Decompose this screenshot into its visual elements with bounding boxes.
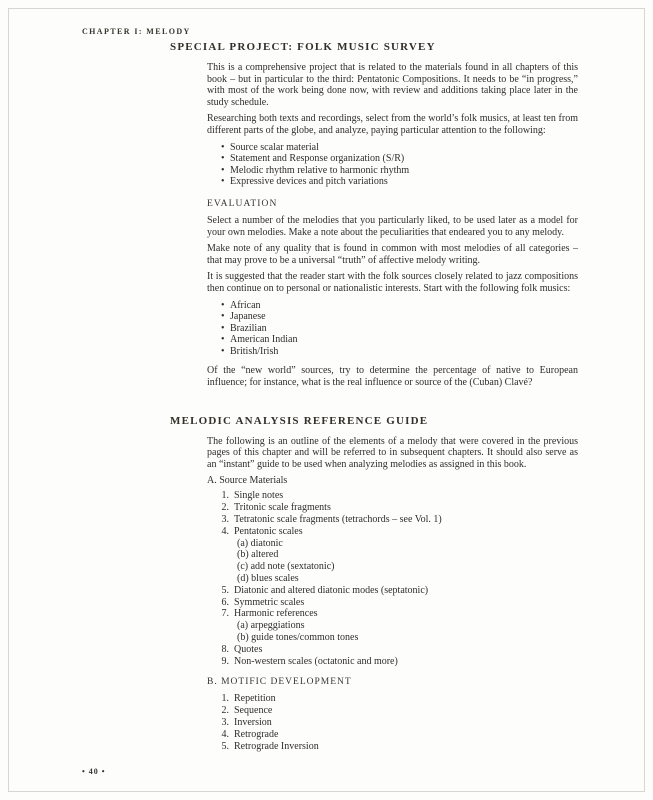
item-text-line: Pentatonic scales [234, 525, 303, 537]
sub-item: (a) arpeggiations [237, 620, 305, 632]
sub-item: (c) add note (sextatonic) [237, 561, 335, 573]
item-number: 3. [221, 514, 229, 526]
item-text: Single notes [234, 490, 284, 502]
section-body [207, 62, 578, 389]
source-materials-heading: A. Source Materials [207, 475, 288, 487]
item-text: Tritonic scale fragments [234, 502, 331, 514]
melodic-analysis-section [170, 415, 578, 753]
item-text: Inversion [234, 716, 272, 728]
item-number: 3. [221, 716, 229, 728]
special-project-section [170, 41, 578, 389]
item-number: 7. [221, 608, 229, 620]
page-number: • 40 • [82, 767, 106, 776]
item-number: 2. [221, 705, 229, 717]
sub-item: (d) blues scales [237, 573, 299, 585]
sub-item: (a) diatonic [237, 537, 283, 549]
numbered-item [217, 729, 578, 741]
item-number: 6. [221, 596, 229, 608]
numbered-item [217, 597, 578, 609]
bullet-item: • Melodic rhythm relative to harmonic rhythm [221, 165, 578, 177]
numbered-item [217, 490, 578, 502]
numbered-item [217, 608, 578, 643]
section-body [207, 436, 578, 753]
item-text-line: Harmonic references [234, 608, 318, 620]
item-text: Retrograde Inversion [234, 740, 319, 752]
paragraph: Researching both texts and recordings, select from the world’s folk musics, at least ten from different parts of the globe, and analyze, paying particular attention to the following: [207, 113, 578, 136]
item-number: 5. [221, 740, 229, 752]
numbered-item [217, 693, 578, 705]
numbered-item [217, 502, 578, 514]
paragraph: This is a comprehensive project that is related to the materials found in all chapters of this book – but in particular to the third: Pentatonic Compositions. It needs to be “in progress,” with most of the work being done now, with review and additions taking place later in the study schedule. [207, 62, 578, 108]
item-text: Symmetric scales [234, 596, 305, 608]
bullet-item: • Statement and Response organization (S/R) [221, 153, 578, 165]
item-text: Diatonic and altered diatonic modes (septatonic) [234, 584, 429, 596]
bullet-item: • Brazilian [221, 323, 578, 335]
chapter-header: CHAPTER I: MELODY [82, 27, 191, 36]
section-title: SPECIAL PROJECT: FOLK MUSIC SURVEY [170, 41, 436, 53]
motific-development-heading: B. MOTIFIC DEVELOPMENT [207, 677, 352, 688]
item-number: 4. [221, 728, 229, 740]
attention-list [221, 142, 578, 188]
paragraph: Of the “new world” sources, try to determine the percentage of native to European influence; for instance, what is the real influence or source of the (Cuban) Clavé? [207, 365, 578, 389]
bullet-item: • African [221, 300, 578, 312]
paragraph: Make note of any quality that is found in common with most melodies of all categories – that may prove to be a universal “truth” of affective melody writing. [207, 243, 578, 266]
evaluation-heading: EVALUATION [207, 198, 278, 209]
item-text: Retrograde [234, 728, 279, 740]
item-number: 5. [221, 584, 229, 596]
numbered-item [217, 526, 578, 585]
item-text [234, 608, 578, 643]
folk-music-list [221, 300, 578, 358]
bullet-item: • American Indian [221, 334, 578, 346]
numbered-item [217, 585, 578, 597]
item-number: 9. [221, 655, 229, 667]
paragraph: Select a number of the melodies that you particularly liked, to be used later as a model for your own melodies. Make a note about the peculiarities that endeared you to any melody. [207, 214, 578, 238]
numbered-item [217, 717, 578, 729]
motific-development-list [217, 693, 578, 752]
numbered-item [217, 741, 578, 753]
bullet-item: • Japanese [221, 311, 578, 323]
item-text: Quotes [234, 643, 263, 655]
item-number: 1. [221, 490, 229, 502]
page-content [170, 41, 578, 756]
sub-item: (b) guide tones/common tones [237, 632, 359, 643]
item-number: 4. [221, 525, 229, 537]
bullet-item: • British/Irish [221, 346, 578, 358]
paragraph: It is suggested that the reader start with the folk sources closely related to jazz compositions then continue on to personal or nationalistic interests. Start with the following folk musics: [207, 271, 578, 294]
source-materials-list [217, 490, 578, 667]
item-number: 1. [221, 693, 229, 705]
bullet-item: • Source scalar material [221, 142, 578, 154]
item-text: Repetition [234, 693, 276, 705]
sub-item: (b) altered [237, 549, 279, 561]
section-title: MELODIC ANALYSIS REFERENCE GUIDE [170, 414, 429, 427]
paragraph: The following is an outline of the elements of a melody that were covered in the previous pages of this chapter and will be referred to in subsequent chapters. It should also serve as an “instant” guide to be used when analyzing melodies as assigned in this book. [207, 435, 578, 470]
numbered-item [217, 705, 578, 717]
numbered-item [217, 514, 578, 526]
item-number: 8. [221, 643, 229, 655]
item-text: Non-western scales (octatonic and more) [234, 655, 398, 667]
item-number: 2. [221, 502, 229, 514]
item-text: Sequence [234, 705, 273, 717]
item-text [234, 526, 578, 585]
item-text: Tetratonic scale fragments (tetrachords – see Vol. 1) [234, 514, 442, 526]
bullet-item: • Expressive devices and pitch variations [221, 176, 578, 188]
numbered-item [217, 656, 578, 668]
numbered-item [217, 644, 578, 656]
